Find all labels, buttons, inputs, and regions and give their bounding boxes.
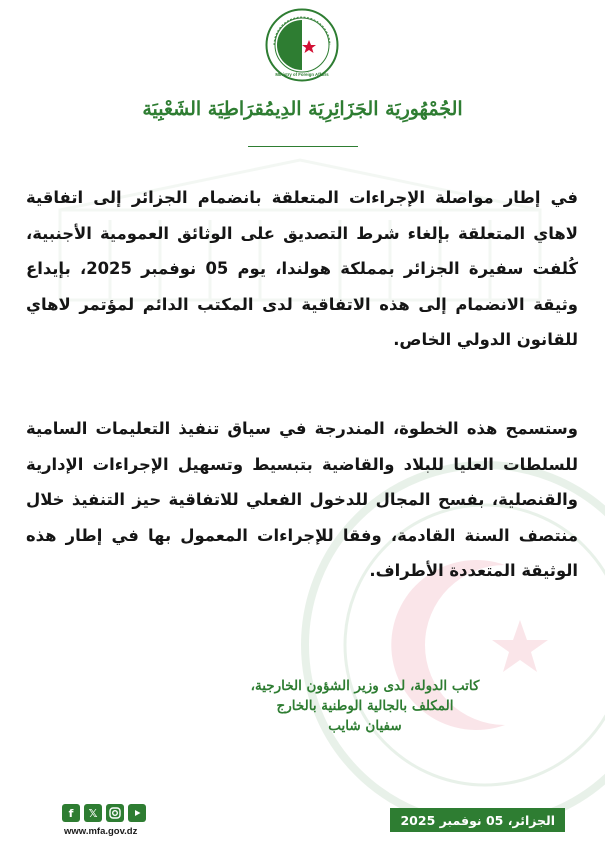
ministry-emblem bbox=[265, 8, 339, 82]
social-icons bbox=[62, 804, 146, 822]
emblem-caption: Ministry of Foreign Affairs bbox=[275, 72, 329, 77]
republic-title: الجُمْهُورِيَة الجَزَائِرِيَة الدِيمُقرَاطِيَة الشَعْبِيَة bbox=[142, 98, 463, 120]
instagram-icon[interactable] bbox=[106, 804, 124, 822]
title-divider bbox=[248, 146, 358, 147]
signature-title: كاتب الدولة، لدى وزير الشؤون الخارجية، bbox=[250, 678, 480, 694]
paragraph-1: في إطار مواصلة الإجراءات المتعلقة بانضمام الجزائر إلى اتفاقية لاهاي المتعلقة بإلغاء شرط التصديق على الوثائق العمومية الأجنبية، كُلفت سفيرة الجزائر بمملكة هولندا، يوم 05 نوفمبر 2025، بإيداع وثيقة الانضمام إلى هذه الاتفاقية لدى المكتب الدائم لمؤتمر لاهاي للقانون الدولي الخاص. bbox=[26, 188, 579, 349]
facebook-icon[interactable]: f bbox=[62, 804, 80, 822]
signature-role: المكلف بالجالية الوطنية بالخارج bbox=[276, 698, 454, 714]
signature-block bbox=[205, 676, 525, 736]
youtube-icon[interactable] bbox=[128, 804, 146, 822]
website-link[interactable]: www.mfa.gov.dz bbox=[64, 826, 138, 837]
x-icon[interactable]: 𝕏 bbox=[84, 804, 102, 822]
date-badge: الجزائر، 05 نوفمبر 2025 bbox=[390, 808, 565, 832]
signature-name: سفيان شايب bbox=[328, 718, 402, 734]
paragraph-2: وستسمح هذه الخطوة، المندرجة في سياق تنفيذ التعليمات السامية للسلطات العليا للبلاد والقاضية بتبسيط وتسهيل الإجراءات الإدارية والقنصلية، بفسح المجال للدخول الفعلي للاتفاقية حيز التنفيذ خلال منتصف السنة القادمة، وفقا للإجراءات المعمول بها في إطار هذه الوثيقة المتعددة الأطراف. bbox=[26, 419, 578, 580]
